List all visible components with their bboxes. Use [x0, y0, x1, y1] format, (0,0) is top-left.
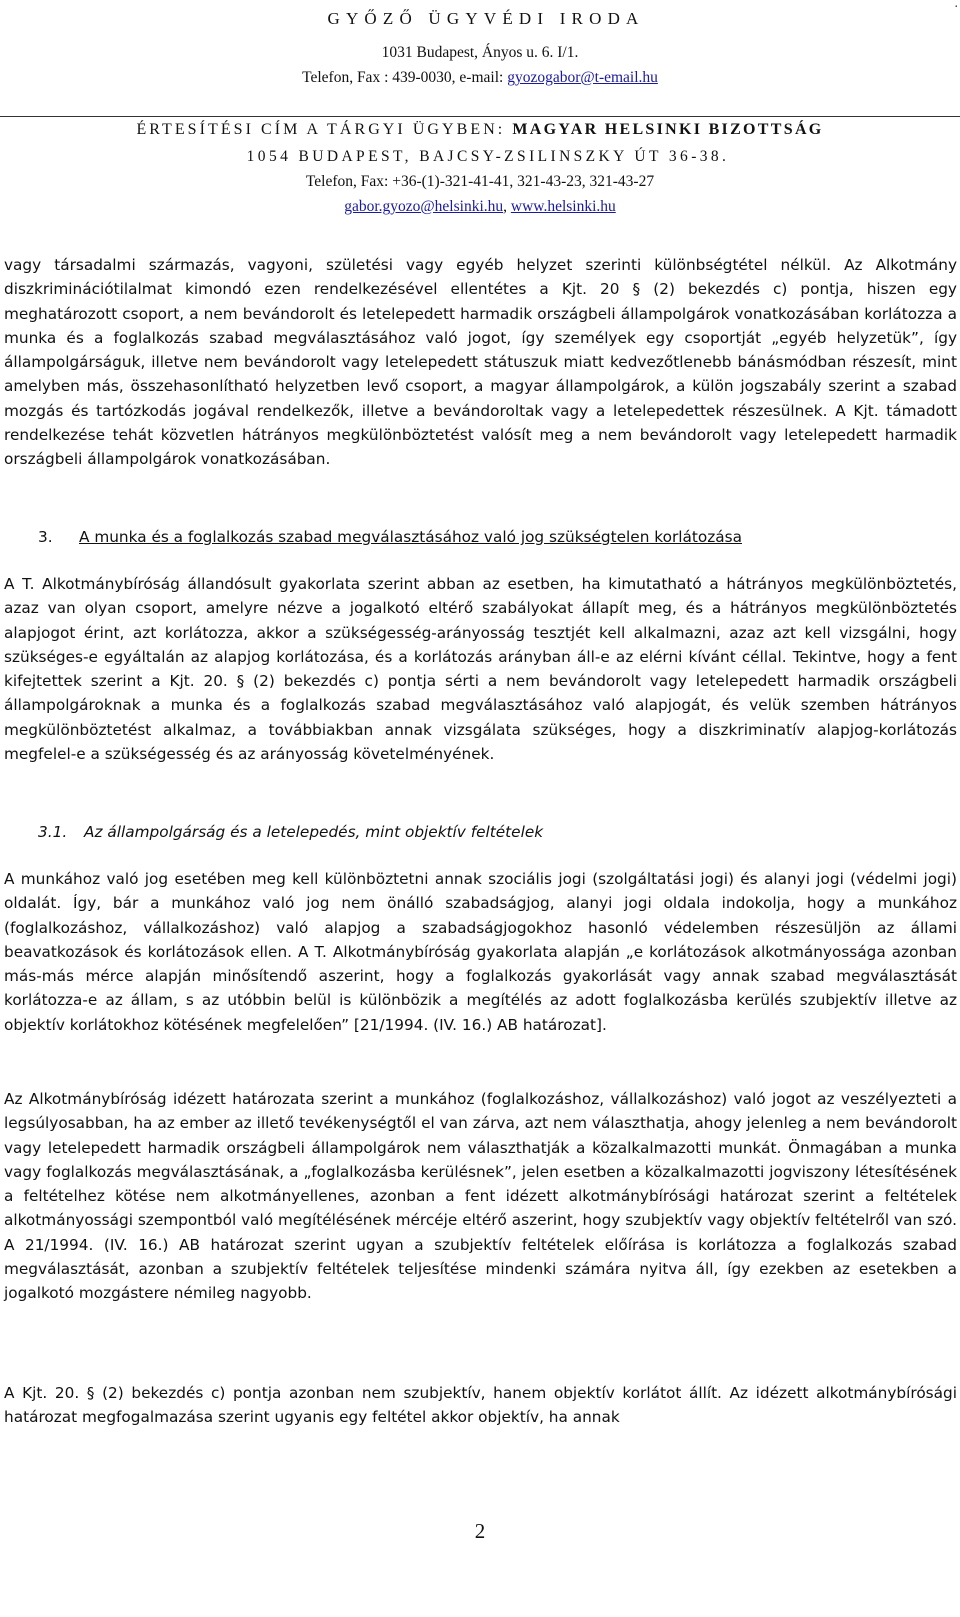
subsection-number: 3.1.	[38, 823, 68, 841]
firm-name: GYŐZŐ ÜGYVÉDI IRODA	[327, 9, 645, 28]
organization-email-link[interactable]: gabor.gyozo@helsinki.hu	[344, 198, 504, 215]
paragraph-block	[4, 1087, 957, 1306]
subsection-title: Az állampolgárság és a letelepedés, mint objektív feltételek	[84, 823, 544, 841]
section-number: 3.	[38, 528, 53, 546]
corner-mark: .	[954, 0, 958, 11]
notice-address-line	[0, 121, 960, 139]
paragraph: vagy társadalmi származás, vagyoni, születési vagy egyéb helyzet szerinti különbségtétel nélkül. Az Alkotmány diszkriminációtilalmat kimondó ezen rendelkezésével ellentétes a Kjt. 20 § (2) bekezdés c) pontja, hiszen egy meghatározott csoport, a nem bevándorolt és letelepedett harmadik országbeli állampolgárok vonatkozásában korlátozza a munka és a foglalkozás szabad megválasztásához való jogot, így személyek egy csoportját „egyéb helyzetük”, így állampolgárságuk, illetve nem bevándorolt vagy letelepedett státuszuk miatt kedvezőtlenebb bánásmódban részesít, mint amelyben más, összehasonlítható helyzetben levő csoport, a magyar állampolgárok, a külön jogszabály szerint a szabad mozgás és tartózkodás jogával rendelkezők, illetve a bevándoroltak vagy a letelepedettek részesülnek. A Kjt. támadott rendelkezése tehát közvetlen hátrányos megkülönböztetést valósít meg a nem bevándorolt vagy letelepedett harmadik országbeli állampolgárok vonatkozásában.	[4, 256, 957, 469]
section-heading-3-1	[4, 820, 957, 844]
organization-address: 1054 BUDAPEST, BAJCSY-ZSILINSZKY ÚT 36-38.	[246, 148, 730, 165]
section-title: A munka és a foglalkozás szabad megválasztásához való jog szükségtelen korlátozása	[79, 528, 742, 546]
firm-contact	[0, 69, 960, 87]
notice-organization: MAGYAR HELSINKI BIZOTTSÁG	[512, 121, 824, 138]
paragraph-continuation	[4, 253, 957, 472]
organization-phone: Telefon, Fax: +36-(1)-321-41-41, 321-43-23, 321-43-27	[305, 173, 655, 190]
organization-website-link[interactable]: www.helsinki.hu	[510, 198, 616, 215]
firm-email-link[interactable]: gyozogabor@t-email.hu	[507, 69, 658, 86]
paragraph: A Kjt. 20. § (2) bekezdés c) pontja azonban nem szubjektív, hanem objektív korlátot állít. Az idézett alkotmánybírósági határozat megfogalmazása szerint ugyanis egy feltétel akkor objektív, ha annak	[4, 1384, 957, 1427]
paragraph-block	[4, 867, 957, 1037]
page-number: 2	[474, 1519, 486, 1543]
section-heading-3	[4, 525, 957, 549]
notice-label: ÉRTESÍTÉSI CÍM A TÁRGYI ÜGYBEN:	[136, 121, 513, 138]
paragraph: A munkához való jog esetében meg kell különböztetni annak szociális jogi (szolgáltatási jogi) és alanyi jogi (védelmi jogi) oldalát. Így, bár a munkához való jog nem önálló szabadságjog, alanyi jogi oldala indokolja, hogy a munkához (foglalkozáshoz, vállalkozáshoz) való alapjog a szabadságjogokhoz hasonló védelemben részesüljön az állami beavatkozások és korlátozások ellen. A T. Alkotmánybíróság gyakorlata alapján „e korlátozások alkotmányossága azonban más-más mérce alapján minősítendő aszerint, hogy a foglalkozás gyakorlását vagy annak szabad megválasztását korlátozza-e az állam, s az utóbbin belül is különbözik a megítélés az adott foglalkozásba kerülés szubjektív illetve az objektív korlátokhoz kötésének megfelelően” [21/1994. (IV. 16.) AB határozat].	[4, 870, 957, 1034]
paragraph-block	[4, 572, 957, 766]
organization-web-contact	[0, 198, 960, 216]
contact-separator: ,	[503, 198, 511, 215]
firm-address: 1031 Budapest, Ányos u. 6. I/1.	[381, 44, 579, 61]
firm-phone: Telefon, Fax : 439-0030, e-mail:	[302, 69, 508, 86]
paragraph: Az Alkotmánybíróság idézett határozata szerint a munkához (foglalkozáshoz, vállalkozáshoz) való jogot az veszélyezteti a legsúlyosabban, ha az ember az illető tevékenységtől el van zárva, azt nem választhatja, ahogy jelenleg a nem bevándorolt vagy letelepedett harmadik országbeli állampolgárok nem választhatják a közalkalmazotti munkát. Önmagában a munka vagy foglalkozás megválasztásának, a „foglalkozásba kerülésnek”, jelen esetben a közalkalmazotti jogviszony létesítésének a feltételhez kötése nem alkotmányellenes, azonban a fent idézett alkotmánybírósági határozat szerint a feltételek alkotmányossági szempontból való megítélésének mércéje eltérő aszerint, hogy szubjektív vagy objektív feltételről van szó. A 21/1994. (IV. 16.) AB határozat szerint ugyan a szubjektív feltételek előírása is korlátozza a foglalkozás szabad megválasztását, azonban a szubjektív feltételek teljesítése mindenki számára nyitva áll, így ezekben az esetekben a jogalkotó mozgástere némileg nagyobb.	[4, 1090, 957, 1303]
header-divider	[0, 116, 960, 117]
paragraph: A T. Alkotmánybíróság állandósult gyakorlata szerint abban az esetben, ha kimutatható a hátrányos megkülönböztetés, azaz van olyan csoport, amelyre nézve a jogalkotó eltérő szabályokat állapít meg, és a hátrányos megkülönböztetés alapjogot érint, azt korlátozza, akkor a szükségesség-arányosság tesztjét kell alkalmazni, azaz azt kell vizsgálni, hogy szükséges-e egyáltalán az alapjog korlátozása, és a korlátozás arányban áll-e az elérni kívánt céllal. Tekintve, hogy a fent kifejtettek szerint a Kjt. 20. § (2) bekezdés c) pontja sérti a nem bevándorolt vagy letelepedett harmadik országbeli állampolgároknak a munka és a foglalkozás szabad megválasztásához való alapjogát, és velük szemben hátrányos megkülönböztetést alkalmaz, a továbbiakban annak vizsgálata szükséges, hogy a diszkriminatív alapjog-korlátozás megfelel-e a szükségesség és az arányosság követelményének.	[4, 575, 957, 764]
paragraph-block	[4, 1381, 957, 1430]
